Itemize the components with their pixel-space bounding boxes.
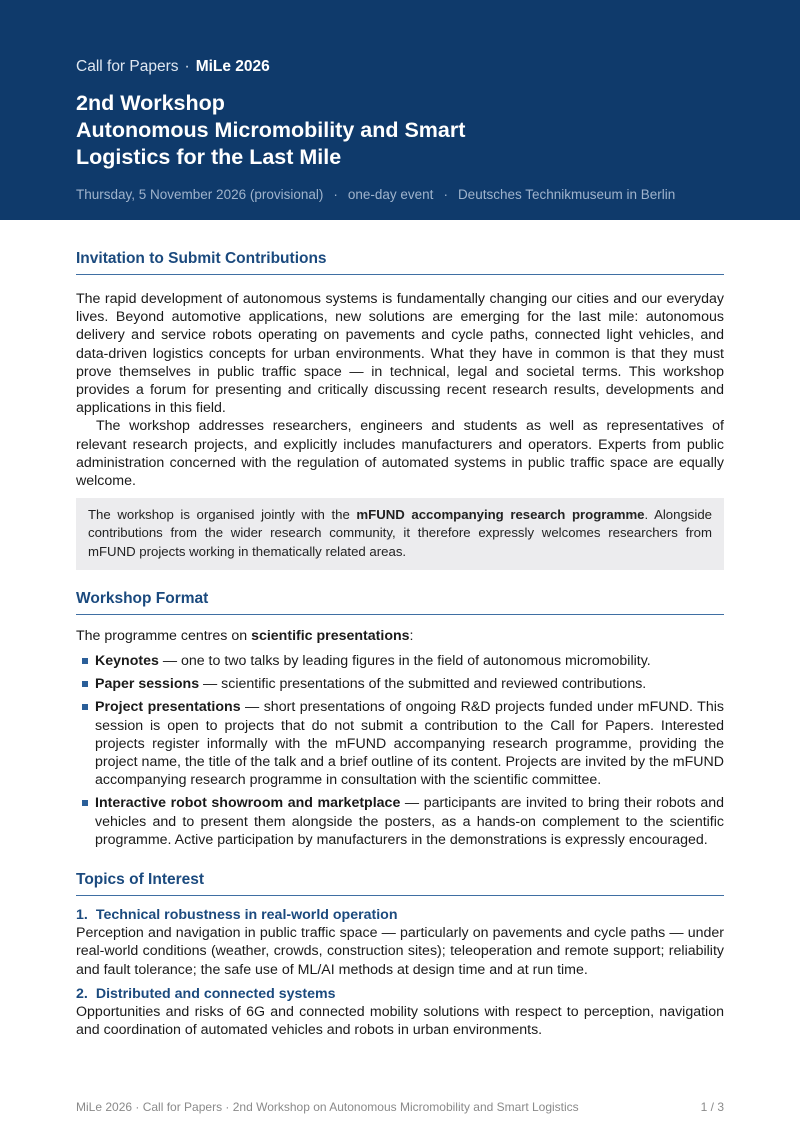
list-item-term: Keynotes: [95, 653, 159, 670]
topic-heading: [76, 906, 724, 924]
list-item-text: — participants are invited to bring their robots and vehicles and to present them alongside the posters, as a hands-on complement to the scientific programme. Active participation by manufacturers in the demonstrations is expressly encouraged.: [95, 795, 724, 848]
invitation-paragraph-2: The workshop addresses researchers, engineers and students as well as representatives of relevant research projects, and explicitly includes manufacturers and operators. Experts from public administration concerned with the regulation of automated systems in public traffic space are equally welcome.: [76, 418, 724, 490]
list-item: [76, 675, 724, 693]
square-bullet-icon: [82, 800, 88, 806]
kicker: [76, 58, 270, 76]
topic-heading: [76, 985, 724, 1003]
format-intro-post: :: [409, 627, 414, 644]
note-text-pre: The workshop is organised jointly with the: [88, 507, 357, 523]
topic-number: 2.: [76, 985, 88, 1002]
topic-description: Opportunities and risks of 6G and connected mobility solutions with respect to perception, navigation and coordination of automated vehicles and robots in urban environments.: [76, 1004, 724, 1039]
list-item: [76, 652, 724, 670]
section-title-invitation: Invitation to Submit Contributions: [76, 250, 724, 275]
kicker-event: MiLe 2026: [195, 58, 270, 75]
list-item-term: Paper sessions: [95, 676, 200, 693]
meta-separator: ·: [333, 187, 338, 202]
title-line-3: Logistics for the Last Mile: [76, 145, 342, 169]
section-title-format: Workshop Format: [76, 590, 724, 615]
title-line-1: 2nd Workshop: [76, 91, 225, 115]
topic-number: 1.: [76, 907, 88, 924]
title-line-2: Autonomous Micromobility and Smart: [76, 118, 466, 142]
square-bullet-icon: [82, 658, 88, 664]
footer-text: MiLe 2026 · Call for Papers · 2nd Workshop on Autonomous Micromobility and Smart Logistics: [76, 1100, 579, 1114]
list-item-term: Project presentations: [95, 699, 241, 716]
meta-separator: ·: [443, 187, 448, 202]
topic-heading-text: Technical robustness in real-world operation: [95, 907, 398, 924]
format-list: [76, 652, 724, 849]
note-text-post: . Alongside contributions from the wider research community, it therefore expressly welcomes researchers from mFUND projects working in thematically related areas.: [88, 507, 712, 559]
page-number: 1 / 3: [700, 1100, 724, 1114]
format-intro-pre: The programme centres on: [76, 627, 252, 644]
list-item-text: — one to two talks by leading figures in the field of autonomous micromobility.: [158, 653, 651, 670]
topic-description: Perception and navigation in public traffic space — particularly on pavements and cycle paths — under real-world conditions (weather, crowds, construction sites); teleoperation and remote support; reliability and fault tolerance; the safe use of ML/AI methods at design time and at run time.: [76, 925, 724, 978]
note-text-bold: mFUND accompanying research programme: [356, 507, 645, 523]
topic-heading-text: Distributed and connected systems: [95, 985, 336, 1002]
event-format: one-day event: [347, 187, 434, 202]
list-item-text: — short presentations of ongoing R&D projects funded under mFUND. This session is open to projects that do not submit a contribution to the Call for Papers. Interested projects register informally with the mFUND accompanying research programme, providing the project name, the title of the talk and a brief outline of its content. Projects are invited by the mFUND accompanying research programme in consultation with the scientific committee.: [95, 699, 724, 789]
kicker-separator: ·: [184, 58, 190, 75]
main-content: [76, 250, 724, 1040]
invitation-paragraph-1: The rapid development of autonomous systems is fundamentally changing our cities and our everyday lives. Beyond automotive applications, new solutions are emerging for the last mile: autonomous delivery and service robots operating on pavements and cycle paths, connected light vehicles, and data-driven logistics concepts for urban environments. What they have in common is that they must prove themselves in public traffic space — in technical, legal and societal terms. This workshop provides a forum for presenting and critically discussing recent research results, developments and applications in this field.: [76, 291, 724, 417]
section-title-topics: Topics of Interest: [76, 871, 724, 896]
format-intro: [76, 627, 724, 645]
list-item-term: Interactive robot showroom and marketplace: [95, 795, 401, 812]
square-bullet-icon: [82, 681, 88, 687]
list-item: [76, 698, 724, 789]
info-note-box: [76, 498, 724, 570]
kicker-label: Call for Papers: [76, 58, 179, 75]
list-item: [76, 794, 724, 849]
list-item-text: — scientific presentations of the submitted and reviewed contributions.: [199, 676, 647, 693]
event-meta: [76, 187, 675, 202]
event-venue: Deutsches Technikmuseum in Berlin: [457, 187, 676, 202]
event-date: Thursday, 5 November 2026 (provisional): [76, 187, 324, 202]
square-bullet-icon: [82, 704, 88, 710]
page-title: [76, 90, 465, 171]
header-banner: [0, 0, 800, 220]
format-intro-bold: scientific presentations: [251, 627, 410, 644]
